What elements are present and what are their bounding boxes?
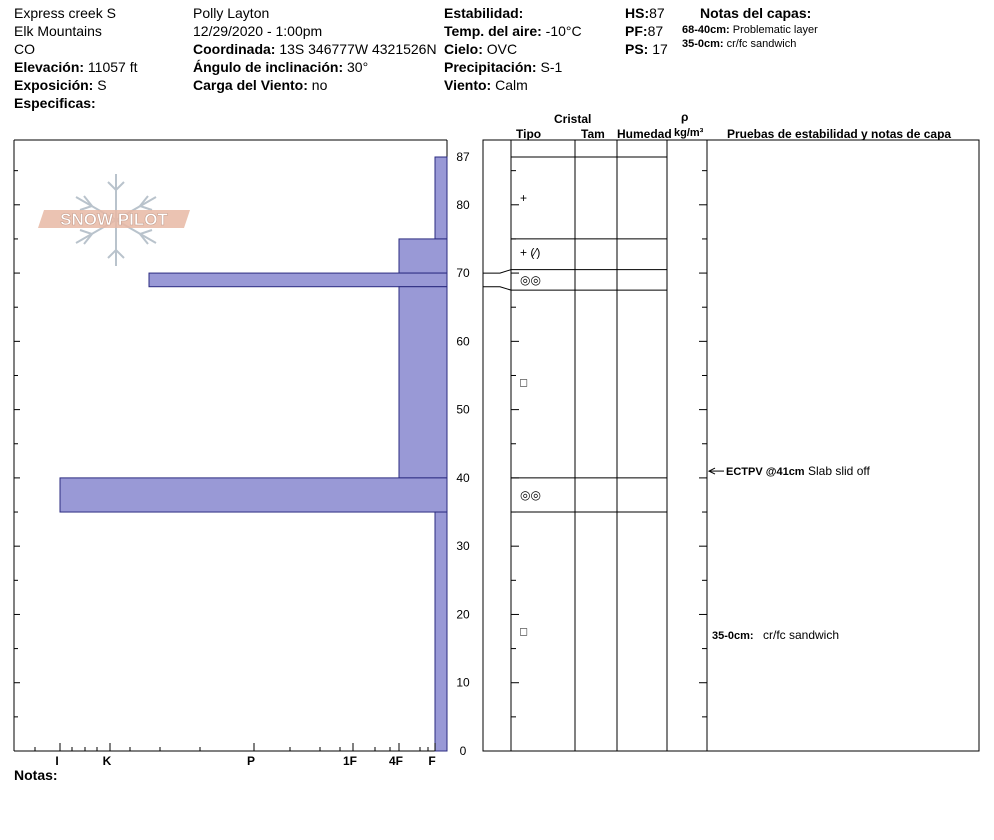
location-line-1: Express creek S: [14, 5, 116, 21]
precip-value: S-1: [540, 59, 563, 75]
crystal-header: Cristal: [554, 112, 592, 126]
aspect-label: Exposición:: [14, 77, 94, 93]
ps-value: 17: [652, 41, 668, 57]
windload: [193, 76, 327, 94]
aspect: [14, 76, 107, 94]
y-tick-label: 30: [456, 539, 470, 554]
tests-header: Pruebas de estabilidad y notas de capa: [727, 127, 952, 141]
layer-note-2-range: 35-0cm:: [682, 38, 724, 50]
x-tick-label: P: [246, 754, 256, 768]
hardness-bar: [435, 512, 447, 751]
hs-label: HS:: [625, 5, 650, 21]
pf-label: PF:: [625, 23, 648, 39]
hardness-bar: [435, 157, 447, 239]
elevation: [14, 58, 137, 76]
hardness-bar: [149, 273, 447, 287]
airtemp-label: Temp. del aire:: [444, 23, 542, 39]
x-tick-label: 4F: [388, 754, 404, 768]
hardness-bar: [399, 239, 447, 273]
moisture-header: Humedad: [617, 127, 672, 141]
coord-value: 13S 346777W 4321526N: [279, 41, 437, 57]
x-tick-label: 1F: [342, 754, 358, 768]
rho-header: ρ: [681, 110, 689, 124]
crystal-type-symbol: □: [520, 624, 528, 639]
precipitation: [444, 58, 562, 76]
sky-value: OVC: [486, 41, 518, 57]
density-unit-header: kg/m³: [674, 127, 704, 139]
y-tick-label: 50: [456, 402, 470, 417]
layer-note-1-text: Problematic layer: [732, 24, 818, 36]
sky-label: Cielo:: [444, 41, 483, 57]
x-tick-label: F: [428, 754, 436, 768]
y-tick-label: 87: [456, 150, 470, 164]
layer-notes-title: Notas del capas:: [700, 5, 812, 21]
hs: [625, 4, 665, 22]
y-tick-label: 80: [456, 197, 470, 212]
size-header: Tam: [581, 127, 605, 141]
elevation-value: 11057 ft: [87, 59, 138, 75]
test-label: ECTPV @41cm: [726, 466, 805, 479]
slope-label: Ángulo de inclinación:: [193, 59, 344, 75]
crystal-type-symbol: ◎◎: [520, 487, 541, 502]
slope: [193, 58, 368, 76]
wind-value: Calm: [495, 77, 528, 93]
crystal-type-symbol: ◎◎: [520, 272, 541, 287]
crystal-type-symbol: + (⁄): [520, 245, 541, 260]
connector-line: [483, 287, 511, 290]
snowpilot-logo: [36, 170, 196, 270]
test-pointer-arrow: [709, 468, 715, 474]
hardness-bar: [399, 287, 447, 478]
y-tick-label: 20: [456, 607, 470, 622]
datetime: 12/29/2020 - 1:00pm: [193, 23, 323, 39]
stability-label: Estabilidad:: [444, 5, 524, 21]
airtemp-value: -10°C: [545, 23, 582, 39]
observer: Polly Layton: [193, 5, 270, 21]
logo-text: SNOW PILOT: [60, 210, 168, 229]
specifics-label: Especificas:: [14, 95, 96, 111]
crystal-type-symbol: □: [520, 375, 528, 390]
layer-note-range: 35-0cm:: [712, 629, 754, 642]
sky: [444, 40, 517, 58]
type-header: Tipo: [516, 127, 542, 141]
windload-value: no: [311, 77, 328, 93]
wind-label: Viento:: [444, 77, 492, 93]
coordinates: [193, 40, 437, 58]
aspect-value: S: [97, 77, 107, 93]
coord-label: Coordinada:: [193, 41, 276, 57]
ps: [625, 40, 668, 58]
y-tick-label: 40: [456, 470, 470, 485]
windload-label: Carga del Viento:: [193, 77, 308, 93]
y-tick-label: 70: [456, 266, 470, 281]
x-tick-label: I: [55, 754, 59, 768]
layer-note-2-text: cr/fc sandwich: [726, 38, 797, 50]
precip-label: Precipitación:: [444, 59, 537, 75]
layer-note-2: [682, 37, 796, 51]
test-note: Slab slid off: [808, 464, 870, 479]
hs-value: 87: [649, 5, 665, 21]
wind: [444, 76, 528, 94]
airtemp: [444, 22, 582, 40]
y-tick-label: 10: [456, 675, 470, 690]
pf-value: 87: [647, 23, 664, 39]
y-tick-label: 0: [459, 744, 467, 758]
table-border: [483, 140, 979, 751]
y-tick-label: 60: [456, 334, 470, 349]
pf: [625, 22, 663, 40]
notes-label: Notas:: [14, 767, 58, 783]
x-tick-label: K: [102, 754, 112, 768]
location-line-3: CO: [14, 41, 35, 57]
connector-line: [483, 270, 511, 273]
elevation-label: Elevación:: [14, 59, 85, 75]
crystal-type-symbol: +: [520, 190, 528, 205]
layer-note-text: cr/fc sandwich: [763, 627, 840, 642]
layer-note-1: [682, 23, 818, 37]
ps-label: PS:: [625, 41, 649, 57]
hardness-bar: [60, 478, 447, 512]
layer-note-1-range: 68-40cm:: [682, 24, 730, 36]
location-line-2: Elk Mountains: [14, 23, 102, 39]
slope-value: 30°: [347, 59, 369, 75]
